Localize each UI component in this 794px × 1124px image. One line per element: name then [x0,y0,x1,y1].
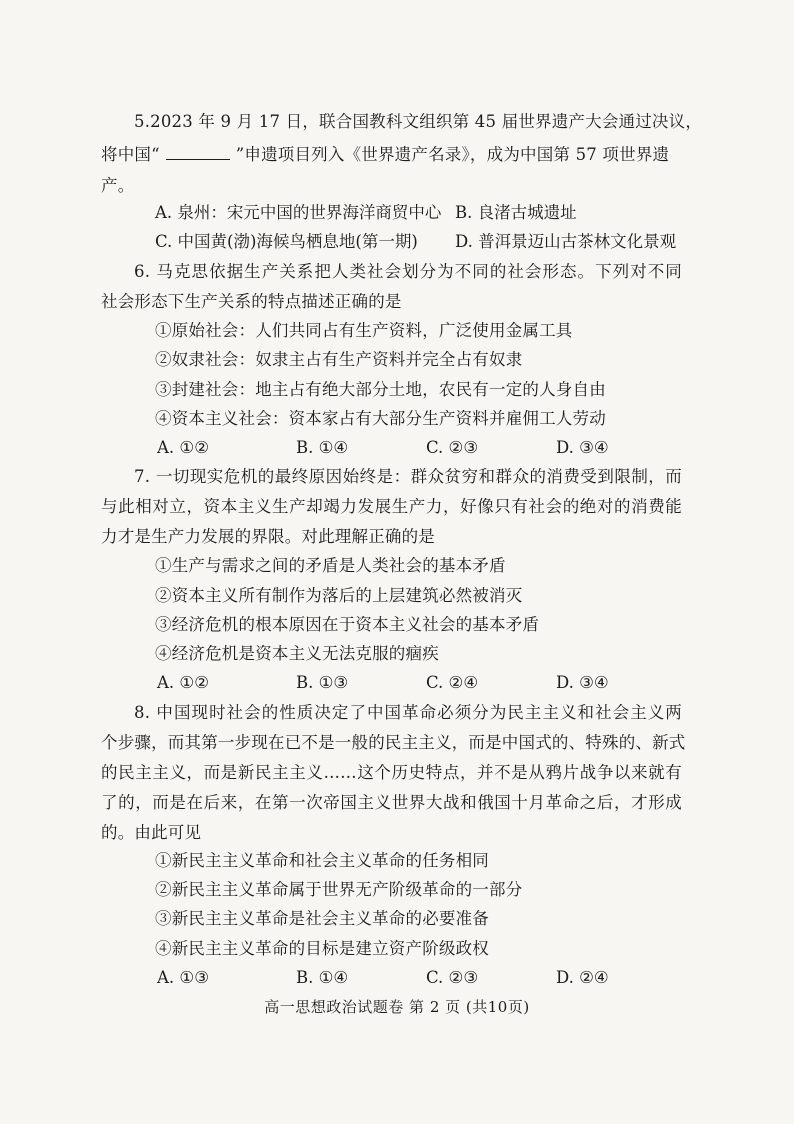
q5-option-a: A. 泉州：宋元中国的世界海洋商贸中心 [155,203,442,222]
q6-item-3: ③封建社会：地主占有绝大部分土地，农民有一定的人身自由 [155,380,606,399]
q8-item-1: ①新民主主义革命和社会主义革命的任务相同 [155,851,489,870]
q7-option-c: C. ②④ [426,673,479,692]
q7-option-d: D. ③④ [556,673,609,692]
q5-line-2-post: ”申遗项目列入《世界遗产名录》，成为中国第 57 项世界遗 [235,145,670,164]
q7-line-3: 力才是生产力发展的界限。对此理解正确的是 [101,527,435,546]
q6-option-b: B. ①④ [296,438,349,457]
q5-option-b: B. 良渚古城遗址 [455,203,577,222]
q8-option-a: A. ①③ [157,968,209,987]
q8-item-4: ④新民主主义革命的目标是建立资产阶级政权 [155,939,489,958]
q8-item-2: ②新民主主义革命属于世界无产阶级革命的一部分 [155,880,523,899]
q6-option-a: A. ①② [157,438,209,457]
answer-blank [166,145,230,160]
q8-item-3: ③新民主主义革命是社会主义革命的必要准备 [155,909,489,928]
q8-line-1: 8. 中国现时社会的性质决定了中国革命必须分为民主主义和社会主义两 [134,703,682,722]
q7-item-3: ③经济危机的根本原因在于资本主义社会的基本矛盾 [155,615,540,634]
q7-item-1: ①生产与需求之间的矛盾是人类社会的基本矛盾 [155,556,506,575]
q5-line-2-pre: 将中国“ [101,145,160,164]
q6-item-4: ④资本主义社会：资本家占有大部分生产资料并雇佣工人劳动 [155,409,606,428]
q6-line-1: 6. 马克思依据生产关系把人类社会划分为不同的社会形态。下列对不同 [134,262,682,281]
q8-option-b: B. ①④ [296,968,349,987]
q8-line-3: 的民主主义，而是新民主主义……这个历史特点，并不是从鸦片战争以来就有 [101,763,682,782]
q8-line-4: 了的，而是在后来，在第一次帝国主义世界大战和俄国十月革命之后，才形成 [101,793,682,812]
q6-option-d: D. ③④ [556,438,609,457]
q6-option-c: C. ②③ [426,438,479,457]
q7-option-b: B. ①③ [296,673,349,692]
q6-item-2: ②奴隶社会：奴隶主占有生产资料并完全占有奴隶 [155,350,523,369]
q5-option-d: D. 普洱景迈山古茶林文化景观 [455,232,677,251]
q7-line-2: 与此相对立，资本主义生产却竭力发展生产力，好像只有社会的绝对的消费能 [101,497,682,516]
q7-item-2: ②资本主义所有制作为落后的上层建筑必然被消灭 [155,586,523,605]
q5-line-3: 产。 [101,176,135,195]
q5-line-1: 5.2023 年 9 月 17 日，联合国教科文组织第 45 届世界遗产大会通过决议， [134,112,703,131]
q8-option-c: C. ②③ [426,968,479,987]
q8-line-2: 个步骤，而其第一步现在已不是一般的民主主义，而是中国式的、特殊的、新式 [101,733,686,752]
q5-line-2 [101,145,669,165]
q6-line-2: 社会形态下生产关系的特点描述正确的是 [101,292,402,311]
q7-item-4: ④经济危机是资本主义无法克服的痼疾 [155,644,439,663]
q6-item-1: ①原始社会：人们共同占有生产资料，广泛使用金属工具 [155,321,573,340]
q7-option-a: A. ①② [157,673,209,692]
q8-line-5: 的。由此可见 [101,823,202,842]
q7-line-1: 7. 一切现实危机的最终原因始终是：群众贫穷和群众的消费受到限制，而 [134,467,682,486]
q8-option-d: D. ②④ [556,968,609,987]
page-footer: 高一思想政治试题卷 第 2 页 (共10页) [264,998,530,1016]
q5-option-c: C. 中国黄(渤)海候鸟栖息地(第一期) [155,232,418,251]
